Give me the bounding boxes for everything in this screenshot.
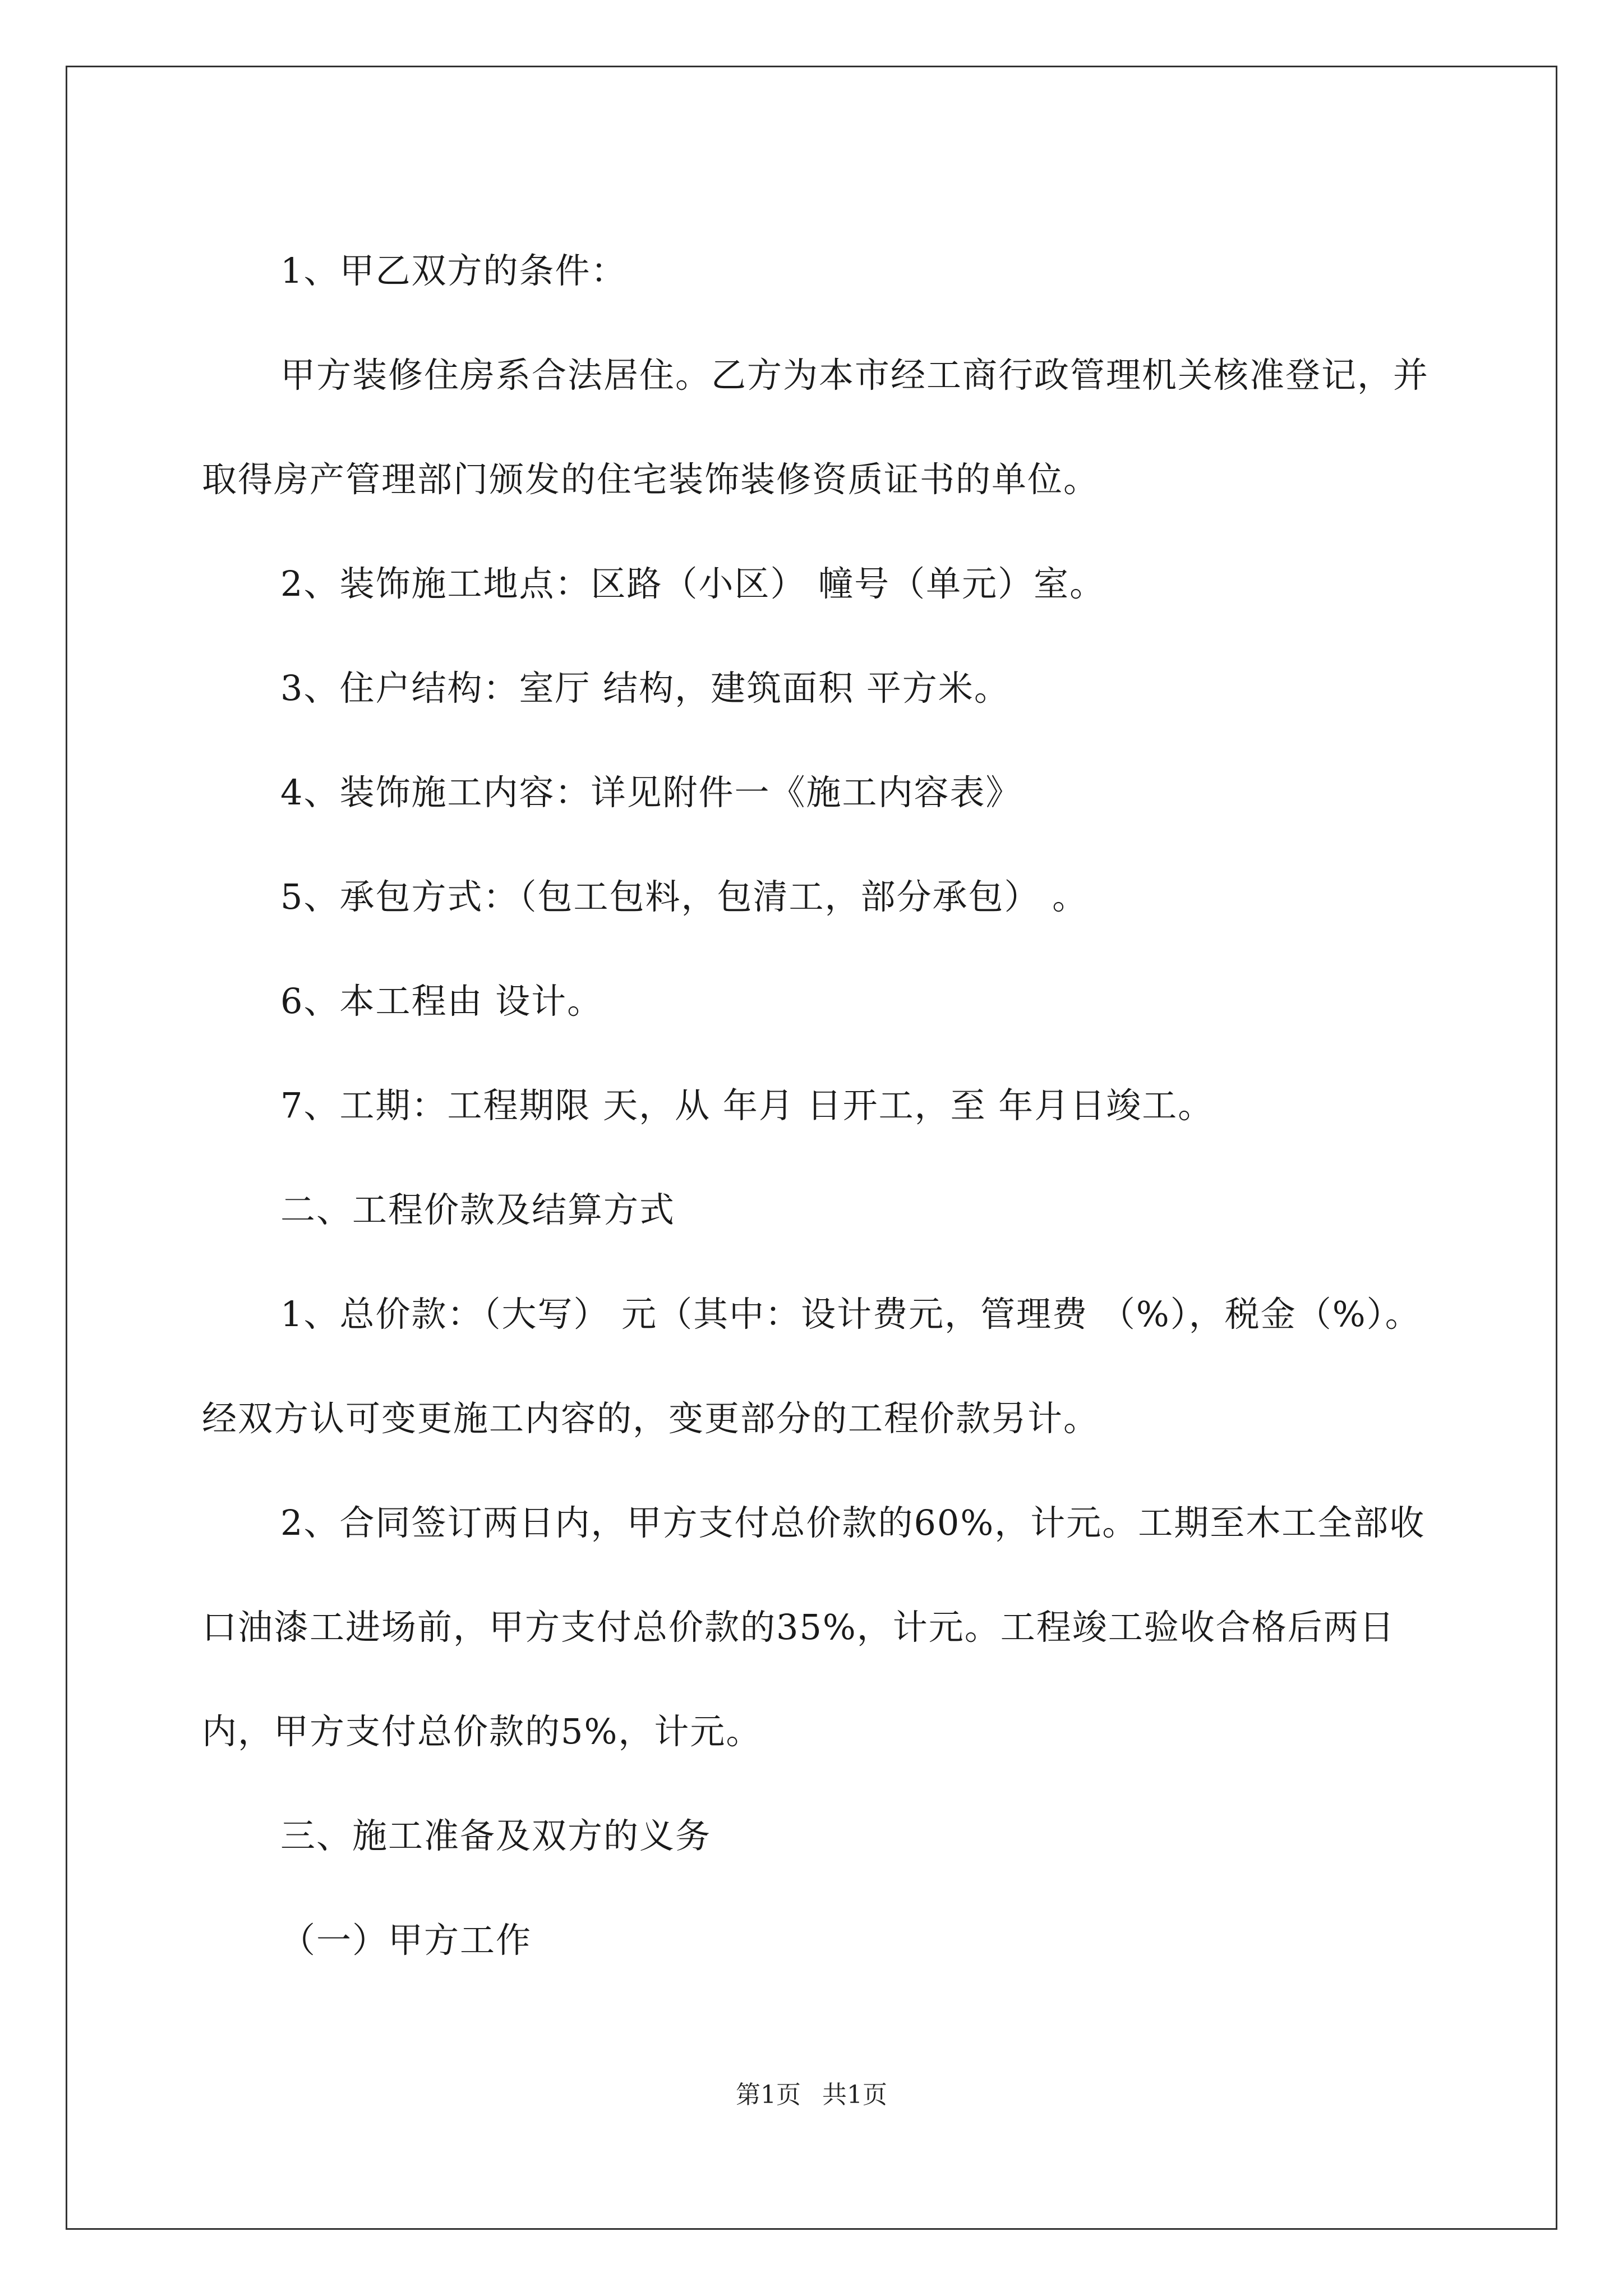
- clause-4-work-content: 4、装饰施工内容：详见附件一《施工内容表》: [280, 772, 1022, 813]
- clause-5-contract-mode: 5、承包方式：（包工包料，包清工，部分承包） 。: [280, 876, 1089, 917]
- subsection-party-a-work: （一）甲方工作: [280, 1920, 532, 1961]
- page-number: 第1页: [736, 2081, 801, 2109]
- clause-total-price: 1、总价款：（大写） 元（其中：设计费元，管理费 （%），税金（%）。经双方认可变更施工内容的，变更部分的工程价款另计。: [202, 1294, 1421, 1439]
- section-3-heading: 三、施工准备及双方的义务: [280, 1815, 712, 1856]
- page-total: 共1页: [822, 2081, 887, 2109]
- section-2-heading: 二、工程价款及结算方式: [280, 1189, 676, 1230]
- clause-payment-schedule: 2、合同签订两日内，甲方支付总价款的60%，计元。工期至木工全部收口油漆工进场前，甲方支付总价款的35%，计元。工程竣工验收合格后两日内，甲方支付总价款的5%，计元。: [202, 1502, 1426, 1752]
- clause-3-dwelling-structure: 3、住户结构：室厅 结构，建筑面积 平方米。: [280, 668, 1010, 708]
- clause-1-parties-conditions: 1、甲乙双方的条件：: [280, 250, 627, 291]
- clause-parties-qualification: 甲方装修住房系合法居住。乙方为本市经工商行政管理机关核准登记，并取得房产管理部门颁发的住宅装饰装修资质证书的单位。: [202, 355, 1430, 500]
- clause-6-designer: 6、本工程由 设计。: [280, 981, 603, 1022]
- clause-7-schedule: 7、工期：工程期限 天，从 年月 日开工，至 年月日竣工。: [280, 1085, 1214, 1126]
- clause-2-site-location: 2、装饰施工地点：区路（小区） 幢号（单元）室。: [280, 563, 1106, 604]
- page-footer: [0, 2074, 1623, 2110]
- document-body: [202, 219, 1436, 1993]
